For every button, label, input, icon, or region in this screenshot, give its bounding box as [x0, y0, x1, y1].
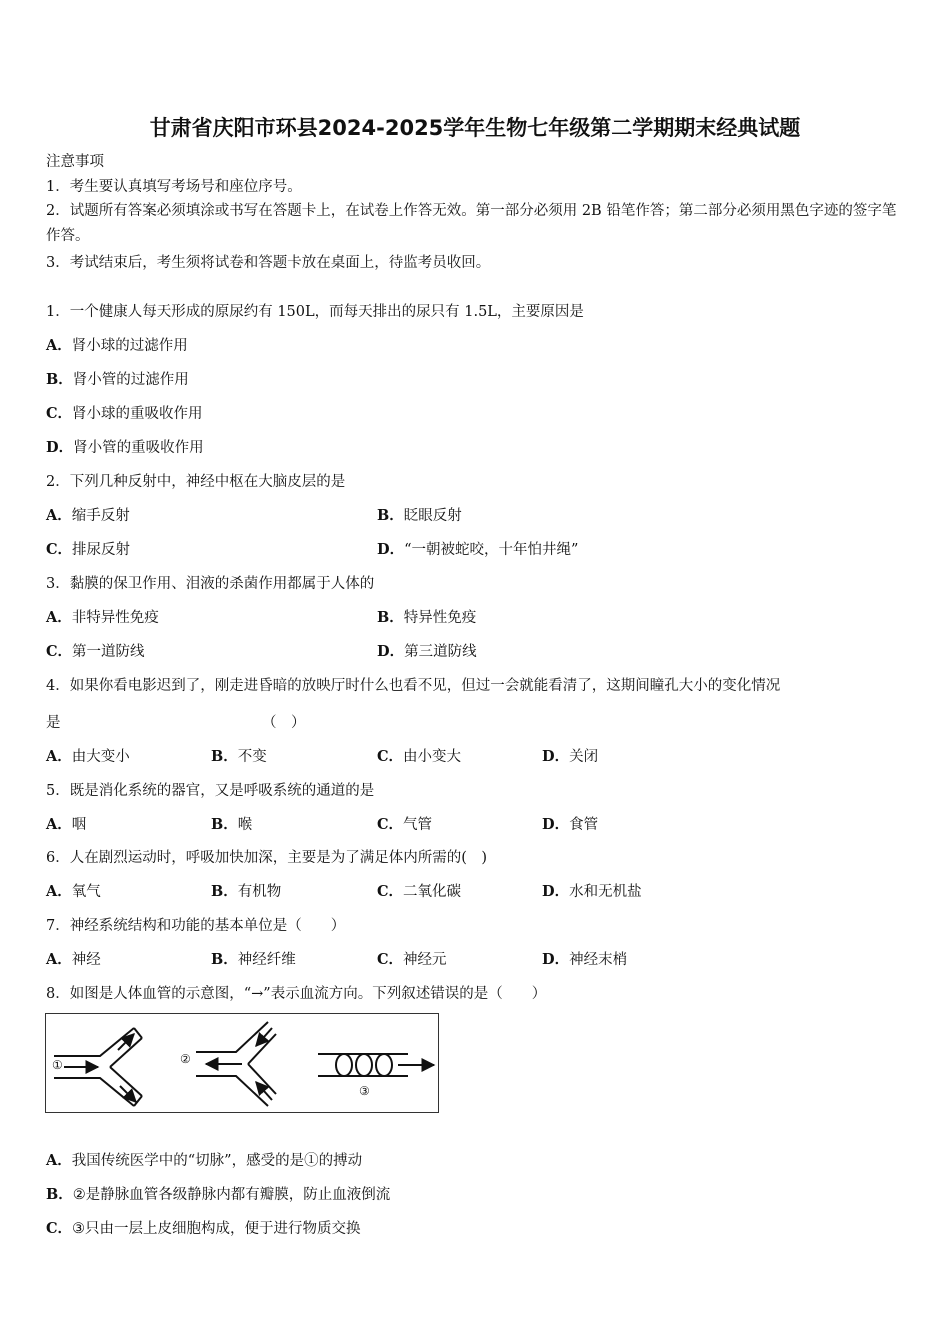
question-stem: 7．神经系统结构和功能的基本单位是（ ）: [46, 918, 346, 934]
option: D．神经末梢: [542, 951, 628, 968]
notice-item: 1．考生要认真填写考场号和座位序号。: [46, 179, 302, 195]
question-stem: 5．既是消化系统的器官，又是呼吸系统的通道的是: [46, 783, 375, 799]
page-title: 甘肃省庆阳市环县2024-2025学年生物七年级第二学期期末经典试题: [149, 116, 801, 140]
option: C．③只由一层上皮细胞构成，便于进行物质交换: [46, 1220, 361, 1237]
option: C．第一道防线: [46, 643, 145, 660]
blood-vessel-diagram: [46, 1014, 438, 1112]
option: A．非特异性免疫: [46, 609, 159, 626]
label-capillary: ③: [359, 1084, 370, 1098]
option: D．第三道防线: [377, 643, 477, 660]
question-stem: 1．一个健康人每天形成的原尿约有 150L，而每天排出的尿只有 1.5L，主要原因是: [46, 304, 584, 320]
option: C．排尿反射: [46, 541, 131, 558]
notice-item: 2．试题所有答案必须填涂或书写在答题卡上，在试卷上作答无效。第一部分必须用 2B 铅笔作答；第二部分必须用黑色字迹的签字笔作答。: [46, 203, 897, 244]
notice-heading: 注意事项: [46, 154, 104, 170]
option: A．由大变小: [46, 748, 130, 765]
option: B．有机物: [211, 883, 282, 900]
option: B．特异性免疫: [377, 609, 477, 626]
option: A．我国传统医学中的“切脉”，感受的是①的搏动: [46, 1152, 363, 1169]
notice-item: 3．考试结束后，考生须将试卷和答题卡放在桌面上，待监考员收回。: [46, 255, 491, 271]
question-stem: 4．如果你看电影迟到了，刚走进昏暗的放映厅时什么也看不见，但过一会就能看清了，这期间瞳孔大小的变化情况: [46, 678, 781, 694]
option: B．不变: [211, 748, 267, 765]
option: A．缩手反射: [46, 507, 130, 524]
question-stem: 6．人在剧烈运动时，呼吸加快加深，主要是为了满足体内所需的( ): [46, 850, 488, 866]
question-stem: 8．如图是人体血管的示意图，“→”表示血流方向。下列叙述错误的是（ ）: [46, 986, 547, 1002]
answer-blank: （ ）: [262, 715, 306, 731]
label-artery: ①: [52, 1058, 63, 1072]
option: B．眨眼反射: [377, 507, 462, 524]
label-vein: ②: [180, 1052, 191, 1066]
blood-vessel-figure: [45, 1013, 439, 1113]
question-stem-cont: 是: [46, 715, 61, 731]
option: C．由小变大: [377, 748, 462, 765]
option: B．喉: [211, 816, 253, 833]
option: A．氧气: [46, 883, 101, 900]
option: B．肾小管的过滤作用: [46, 371, 189, 388]
option: C．肾小球的重吸收作用: [46, 405, 203, 422]
option: A．咽: [46, 816, 87, 833]
option: C．二氧化碳: [377, 883, 462, 900]
option: B．神经纤维: [211, 951, 296, 968]
option: D．“一朝被蛇咬，十年怕井绳”: [377, 541, 579, 558]
option: A．神经: [46, 951, 101, 968]
question-stem: 2．下列几种反射中，神经中枢在大脑皮层的是: [46, 474, 346, 490]
option: B．②是静脉血管各级静脉内都有瓣膜，防止血液倒流: [46, 1186, 391, 1203]
option: C．神经元: [377, 951, 447, 968]
option: A．肾小球的过滤作用: [46, 337, 188, 354]
question-stem: 3．黏膜的保卫作用、泪液的杀菌作用都属于人体的: [46, 576, 375, 592]
option: D．水和无机盐: [542, 883, 642, 900]
option: D．肾小管的重吸收作用: [46, 439, 204, 456]
option: D．食管: [542, 816, 599, 833]
option: C．气管: [377, 816, 433, 833]
option: D．关闭: [542, 748, 599, 765]
